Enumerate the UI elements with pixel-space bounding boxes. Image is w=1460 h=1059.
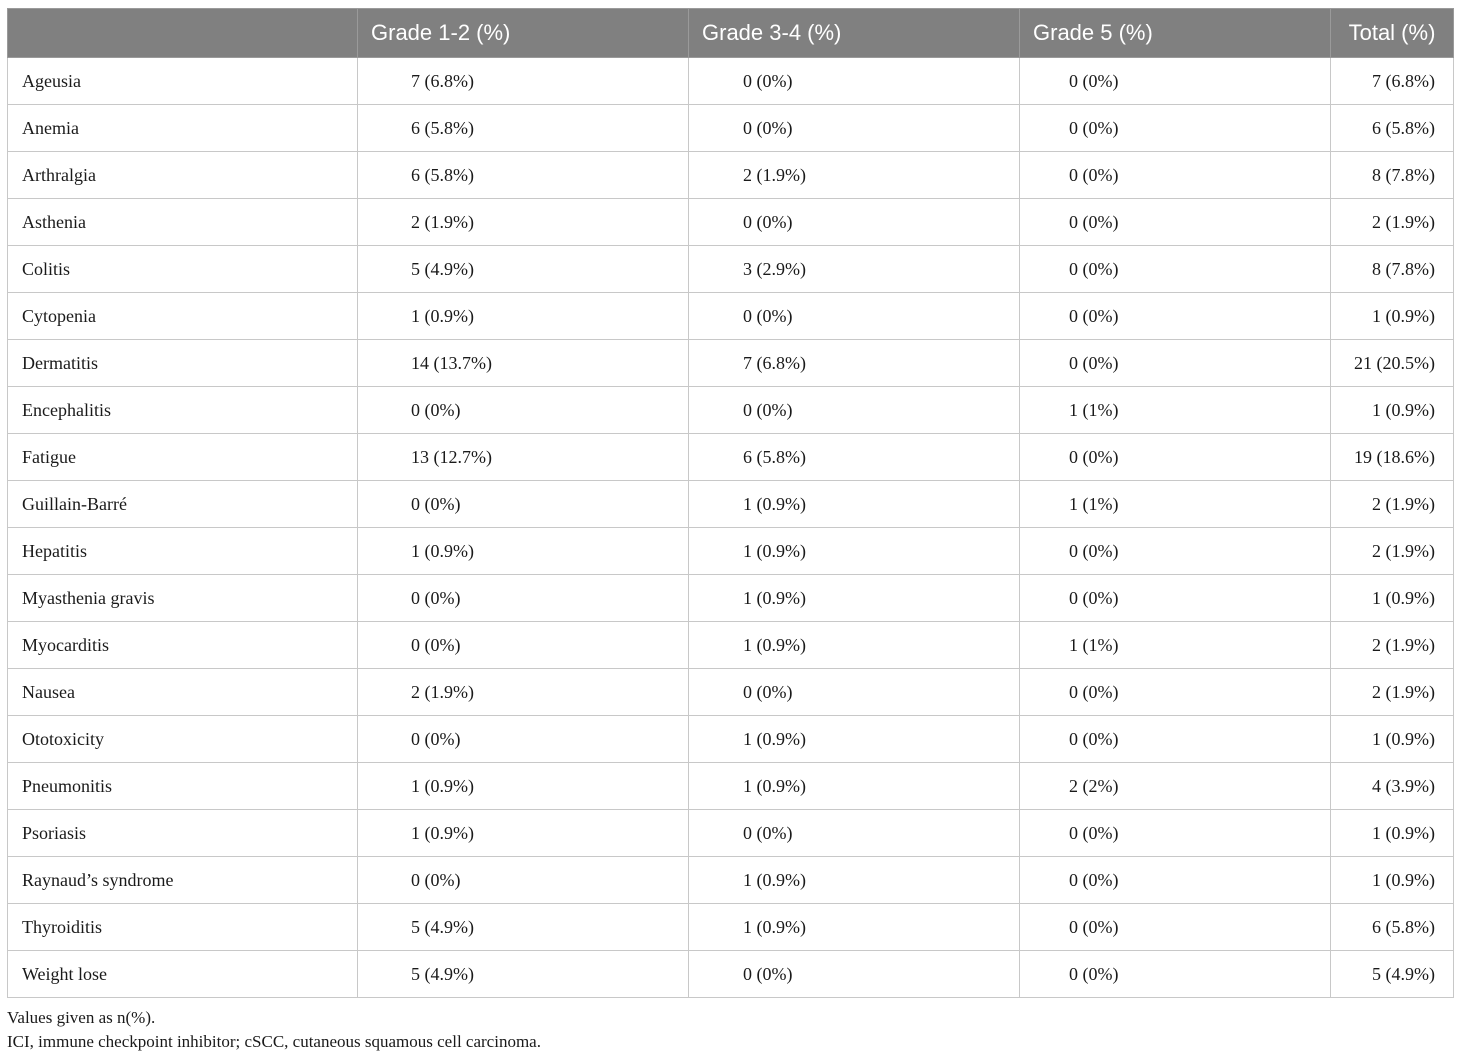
table-row xyxy=(8,481,1454,528)
header-adverse-event xyxy=(8,9,358,58)
total-cell: 1 (0.9%) xyxy=(1331,810,1454,857)
adverse-event-cell: Thyroiditis xyxy=(8,904,358,951)
grade-3-4-cell: 0 (0%) xyxy=(689,669,1020,716)
table-row xyxy=(8,293,1454,340)
grade-1-2-cell: 2 (1.9%) xyxy=(358,199,689,246)
grade-3-4-cell: 0 (0%) xyxy=(689,387,1020,434)
grade-5-cell: 0 (0%) xyxy=(1020,716,1331,763)
grade-5-cell: 0 (0%) xyxy=(1020,528,1331,575)
grade-3-4-cell: 0 (0%) xyxy=(689,293,1020,340)
grade-3-4-cell: 2 (1.9%) xyxy=(689,152,1020,199)
grade-1-2-cell: 0 (0%) xyxy=(358,387,689,434)
grade-5-cell: 2 (2%) xyxy=(1020,763,1331,810)
grade-5-cell: 0 (0%) xyxy=(1020,857,1331,904)
grade-5-cell: 0 (0%) xyxy=(1020,340,1331,387)
total-cell: 8 (7.8%) xyxy=(1331,152,1454,199)
grade-1-2-cell: 7 (6.8%) xyxy=(358,58,689,105)
grade-3-4-cell: 0 (0%) xyxy=(689,810,1020,857)
grade-1-2-cell: 6 (5.8%) xyxy=(358,105,689,152)
table-row xyxy=(8,199,1454,246)
table-header xyxy=(8,9,1454,58)
adverse-event-cell: Guillain-Barré xyxy=(8,481,358,528)
table-row xyxy=(8,904,1454,951)
table-row xyxy=(8,246,1454,293)
header-grade-3-4: Grade 3-4 (%) xyxy=(689,9,1020,58)
adverse-event-cell: Myocarditis xyxy=(8,622,358,669)
table-row xyxy=(8,669,1454,716)
grade-5-cell: 0 (0%) xyxy=(1020,293,1331,340)
grade-5-cell: 0 (0%) xyxy=(1020,951,1331,998)
grade-1-2-cell: 6 (5.8%) xyxy=(358,152,689,199)
grade-5-cell: 1 (1%) xyxy=(1020,481,1331,528)
adverse-event-cell: Fatigue xyxy=(8,434,358,481)
grade-3-4-cell: 0 (0%) xyxy=(689,105,1020,152)
table-body xyxy=(8,58,1454,998)
total-cell: 5 (4.9%) xyxy=(1331,951,1454,998)
adverse-event-cell: Colitis xyxy=(8,246,358,293)
grade-1-2-cell: 5 (4.9%) xyxy=(358,951,689,998)
grade-3-4-cell: 0 (0%) xyxy=(689,199,1020,246)
grade-5-cell: 1 (1%) xyxy=(1020,387,1331,434)
table-row xyxy=(8,575,1454,622)
grade-3-4-cell: 7 (6.8%) xyxy=(689,340,1020,387)
grade-3-4-cell: 1 (0.9%) xyxy=(689,857,1020,904)
table-row xyxy=(8,528,1454,575)
table-row xyxy=(8,152,1454,199)
total-cell: 2 (1.9%) xyxy=(1331,528,1454,575)
total-cell: 7 (6.8%) xyxy=(1331,58,1454,105)
grade-3-4-cell: 1 (0.9%) xyxy=(689,481,1020,528)
adverse-event-cell: Pneumonitis xyxy=(8,763,358,810)
table-row xyxy=(8,951,1454,998)
grade-5-cell: 0 (0%) xyxy=(1020,575,1331,622)
total-cell: 6 (5.8%) xyxy=(1331,904,1454,951)
grade-1-2-cell: 1 (0.9%) xyxy=(358,810,689,857)
grade-3-4-cell: 0 (0%) xyxy=(689,951,1020,998)
total-cell: 2 (1.9%) xyxy=(1331,669,1454,716)
grade-1-2-cell: 5 (4.9%) xyxy=(358,904,689,951)
grade-1-2-cell: 0 (0%) xyxy=(358,622,689,669)
total-cell: 1 (0.9%) xyxy=(1331,857,1454,904)
grade-5-cell: 0 (0%) xyxy=(1020,434,1331,481)
footnote-abbreviations: ICI, immune checkpoint inhibitor; cSCC, cutaneous squamous cell carcinoma. xyxy=(7,1032,541,1051)
grade-5-cell: 0 (0%) xyxy=(1020,58,1331,105)
grade-3-4-cell: 1 (0.9%) xyxy=(689,575,1020,622)
grade-1-2-cell: 0 (0%) xyxy=(358,857,689,904)
table-row xyxy=(8,810,1454,857)
grade-5-cell: 0 (0%) xyxy=(1020,669,1331,716)
total-cell: 1 (0.9%) xyxy=(1331,575,1454,622)
header-grade-5: Grade 5 (%) xyxy=(1020,9,1331,58)
table-row xyxy=(8,105,1454,152)
total-cell: 1 (0.9%) xyxy=(1331,387,1454,434)
table-row xyxy=(8,387,1454,434)
adverse-event-cell: Psoriasis xyxy=(8,810,358,857)
grade-3-4-cell: 1 (0.9%) xyxy=(689,528,1020,575)
grade-3-4-cell: 0 (0%) xyxy=(689,58,1020,105)
total-cell: 4 (3.9%) xyxy=(1331,763,1454,810)
grade-3-4-cell: 3 (2.9%) xyxy=(689,246,1020,293)
table-row xyxy=(8,340,1454,387)
adverse-event-cell: Raynaud’s syndrome xyxy=(8,857,358,904)
adverse-event-cell: Cytopenia xyxy=(8,293,358,340)
grade-1-2-cell: 0 (0%) xyxy=(358,716,689,763)
grade-1-2-cell: 5 (4.9%) xyxy=(358,246,689,293)
grade-1-2-cell: 14 (13.7%) xyxy=(358,340,689,387)
grade-1-2-cell: 13 (12.7%) xyxy=(358,434,689,481)
grade-5-cell: 0 (0%) xyxy=(1020,810,1331,857)
table-row xyxy=(8,622,1454,669)
adverse-event-cell: Asthenia xyxy=(8,199,358,246)
adverse-event-cell: Dermatitis xyxy=(8,340,358,387)
adverse-events-table-container xyxy=(7,8,1453,998)
footnote-values: Values given as n(%). xyxy=(7,1008,156,1027)
table-row xyxy=(8,434,1454,481)
table-row xyxy=(8,716,1454,763)
table-row xyxy=(8,763,1454,810)
total-cell: 2 (1.9%) xyxy=(1331,199,1454,246)
adverse-event-cell: Ototoxicity xyxy=(8,716,358,763)
grade-3-4-cell: 1 (0.9%) xyxy=(689,904,1020,951)
adverse-event-cell: Anemia xyxy=(8,105,358,152)
adverse-event-cell: Myasthenia gravis xyxy=(8,575,358,622)
total-cell: 2 (1.9%) xyxy=(1331,481,1454,528)
grade-5-cell: 0 (0%) xyxy=(1020,904,1331,951)
grade-5-cell: 0 (0%) xyxy=(1020,105,1331,152)
adverse-event-cell: Weight lose xyxy=(8,951,358,998)
adverse-events-table xyxy=(7,8,1454,998)
grade-5-cell: 0 (0%) xyxy=(1020,152,1331,199)
total-cell: 19 (18.6%) xyxy=(1331,434,1454,481)
total-cell: 8 (7.8%) xyxy=(1331,246,1454,293)
grade-1-2-cell: 1 (0.9%) xyxy=(358,293,689,340)
grade-5-cell: 0 (0%) xyxy=(1020,246,1331,293)
total-cell: 21 (20.5%) xyxy=(1331,340,1454,387)
grade-3-4-cell: 6 (5.8%) xyxy=(689,434,1020,481)
header-grade-1-2: Grade 1-2 (%) xyxy=(358,9,689,58)
header-row xyxy=(8,9,1454,58)
adverse-event-cell: Encephalitis xyxy=(8,387,358,434)
grade-3-4-cell: 1 (0.9%) xyxy=(689,763,1020,810)
grade-1-2-cell: 1 (0.9%) xyxy=(358,763,689,810)
grade-5-cell: 1 (1%) xyxy=(1020,622,1331,669)
adverse-event-cell: Hepatitis xyxy=(8,528,358,575)
table-footnotes xyxy=(7,1006,541,1054)
grade-1-2-cell: 2 (1.9%) xyxy=(358,669,689,716)
grade-1-2-cell: 0 (0%) xyxy=(358,575,689,622)
adverse-event-cell: Nausea xyxy=(8,669,358,716)
total-cell: 1 (0.9%) xyxy=(1331,716,1454,763)
grade-3-4-cell: 1 (0.9%) xyxy=(689,716,1020,763)
total-cell: 2 (1.9%) xyxy=(1331,622,1454,669)
grade-1-2-cell: 0 (0%) xyxy=(358,481,689,528)
header-total: Total (%) xyxy=(1331,9,1454,58)
adverse-event-cell: Ageusia xyxy=(8,58,358,105)
total-cell: 6 (5.8%) xyxy=(1331,105,1454,152)
table-row xyxy=(8,58,1454,105)
grade-3-4-cell: 1 (0.9%) xyxy=(689,622,1020,669)
total-cell: 1 (0.9%) xyxy=(1331,293,1454,340)
table-row xyxy=(8,857,1454,904)
grade-1-2-cell: 1 (0.9%) xyxy=(358,528,689,575)
adverse-event-cell: Arthralgia xyxy=(8,152,358,199)
grade-5-cell: 0 (0%) xyxy=(1020,199,1331,246)
